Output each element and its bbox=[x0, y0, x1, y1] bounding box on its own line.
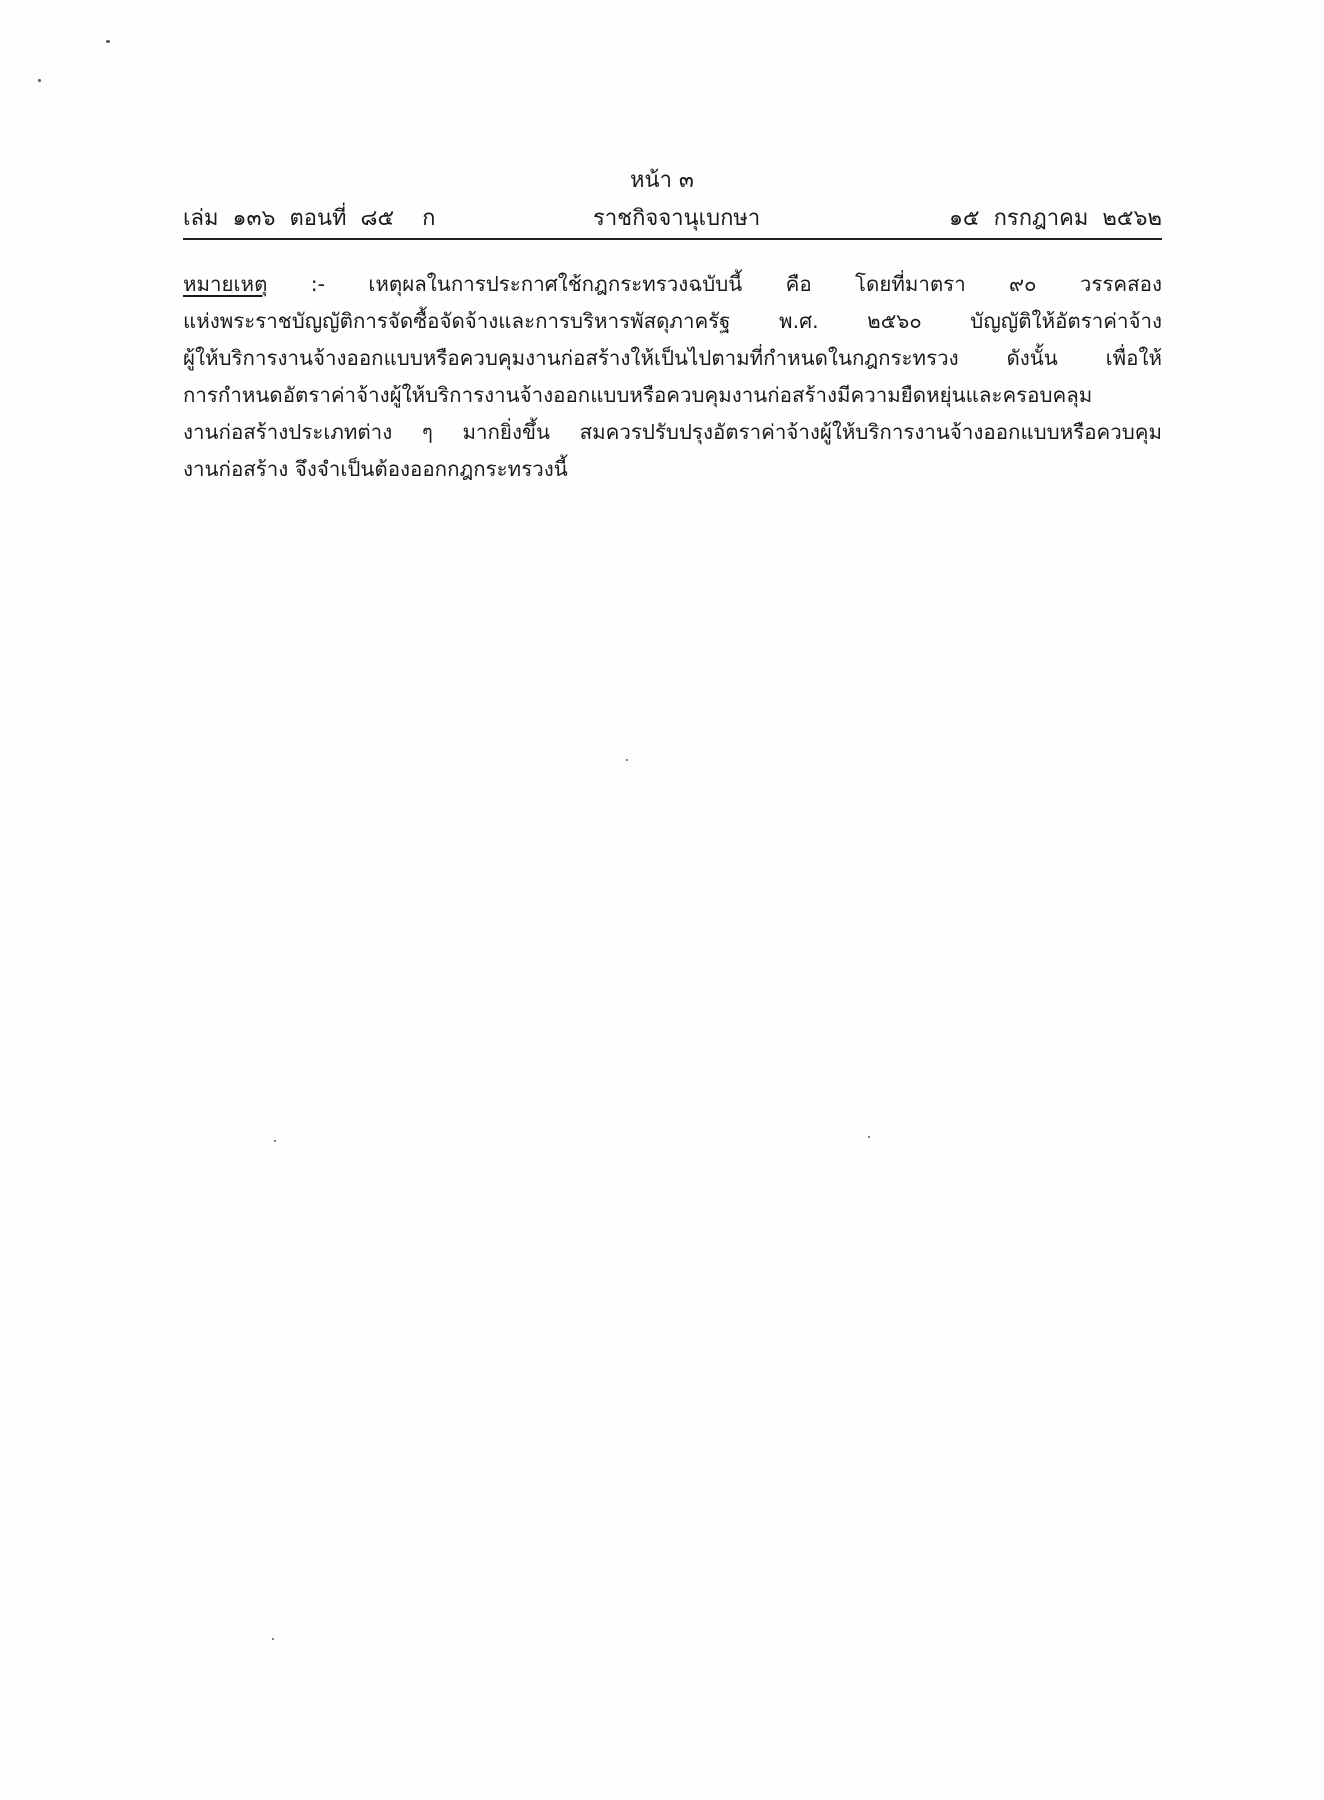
scan-speck bbox=[626, 759, 628, 761]
scan-speck bbox=[274, 1140, 276, 1142]
section-label: ตอนที่ bbox=[289, 206, 347, 231]
volume-section-info bbox=[183, 200, 435, 235]
section-number: ๘๕ bbox=[360, 206, 395, 231]
remark-line: การกำหนดอัตราค่าจ้างผู้ให้บริการงานจ้างออกแบบหรือควบคุมงานก่อสร้างมีความยืดหยุ่นและครอบคลุม bbox=[183, 383, 1093, 407]
remark-line: งานก่อสร้าง จึงจำเป็นต้องออกกฎกระทรวงนี้ bbox=[183, 457, 568, 481]
publication-title: ราชกิจจานุเบกษา bbox=[593, 206, 761, 231]
date-year: ๒๕๖๒ bbox=[1102, 206, 1162, 231]
publication-date bbox=[949, 200, 1162, 235]
remark-line: ผู้ให้บริการงานจ้างออกแบบหรือควบคุมงานก่อสร้างให้เป็นไปตามที่กำหนดในกฎกระทรวง ดังนั้น เพื่อให้ bbox=[183, 346, 1162, 370]
page-number: หน้า ๓ bbox=[630, 168, 694, 193]
scan-speck bbox=[868, 1136, 870, 1138]
remark-line: งานก่อสร้างประเภทต่าง ๆ มากยิ่งขึ้น สมควรปรับปรุงอัตราค่าจ้างผู้ให้บริการงานจ้างออกแบบหรือควบคุม bbox=[183, 420, 1162, 444]
date-day: ๑๕ bbox=[948, 206, 980, 231]
header-divider bbox=[183, 238, 1162, 240]
volume-number: ๑๓๖ bbox=[232, 206, 276, 231]
remark-paragraph bbox=[183, 266, 1162, 488]
remark-separator: :- bbox=[310, 272, 326, 296]
volume-label: เล่ม bbox=[183, 206, 219, 231]
section-suffix: ก bbox=[422, 206, 436, 231]
scan-speck bbox=[272, 1638, 274, 1640]
remark-line bbox=[183, 266, 1162, 303]
gazette-header bbox=[183, 200, 1162, 234]
remark-text: เหตุผลในการประกาศใช้กฎกระทรวงฉบับนี้ คือ โดยที่มาตรา ๙๐ วรรคสอง bbox=[368, 272, 1162, 296]
remark-label: หมายเหตุ bbox=[183, 272, 268, 296]
scan-speck bbox=[38, 79, 41, 82]
date-month: กรกฎาคม bbox=[993, 206, 1089, 231]
remark-line: แห่งพระราชบัญญัติการจัดซื้อจัดจ้างและการบริหารพัสดุภาครัฐ พ.ศ. ๒๕๖๐ บัญญัติให้อัตราค่าจ้าง bbox=[183, 309, 1162, 333]
scan-speck bbox=[106, 40, 110, 43]
